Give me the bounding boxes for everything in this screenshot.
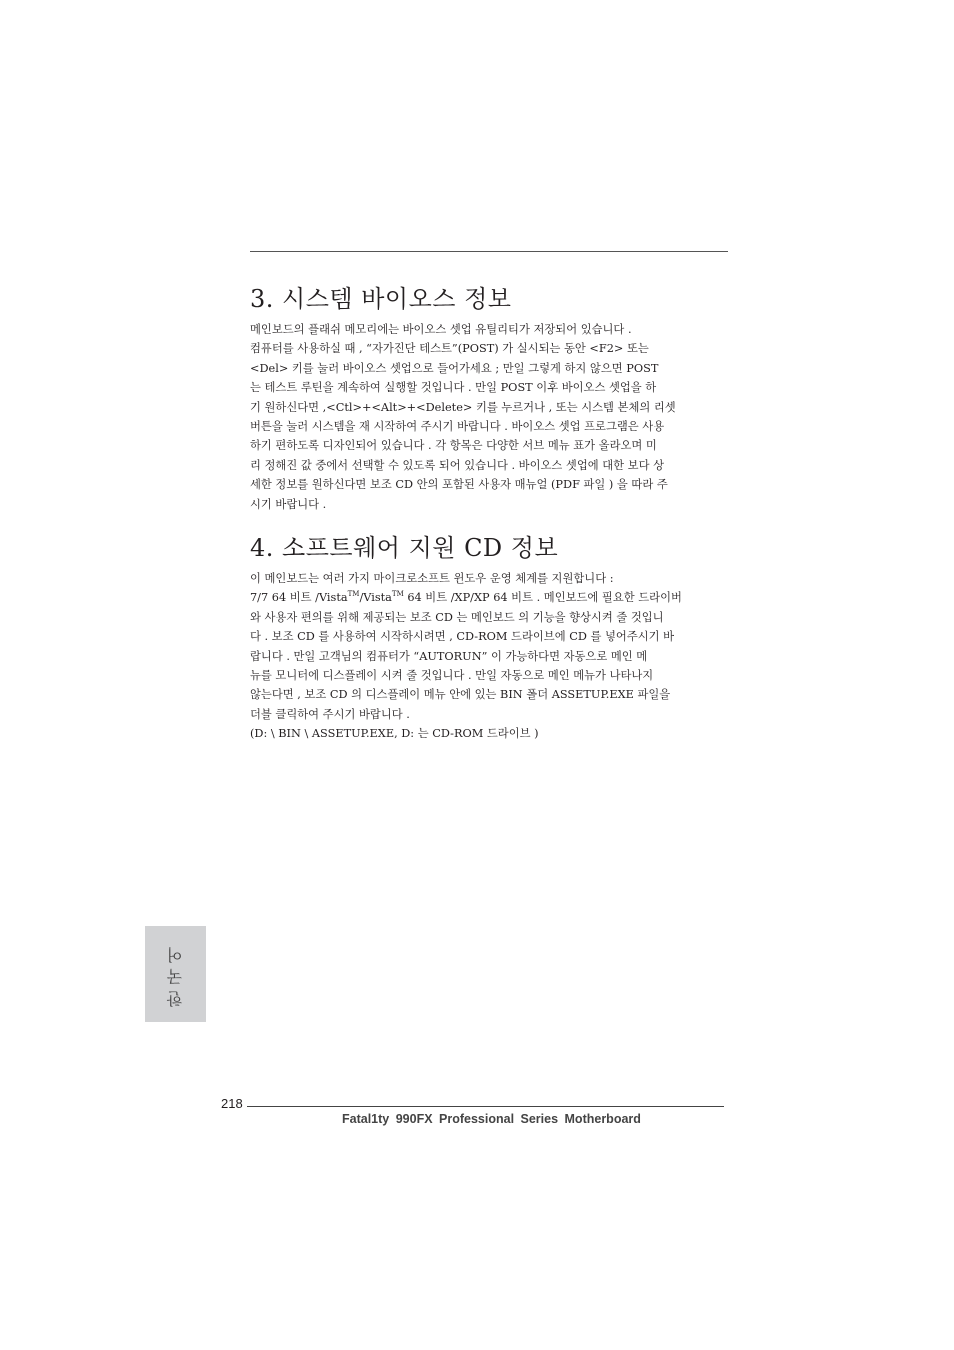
language-label: 한국어 <box>166 941 185 1007</box>
body-line: <Del> 키를 눌러 바이오스 셋업으로 들어가세요 ; 만일 그렇게 하지 않으면 POST <box>250 361 659 375</box>
body-line: 다 . 보조 CD 를 사용하여 시작하시려면 , CD-ROM 드라이브에 CD 를 넣어주시기 바 <box>250 630 675 644</box>
body-line: 는 테스트 루틴을 계속하여 실행할 것입니다 . 만일 POST 이후 바이오스 셋업을 하 <box>250 381 657 395</box>
section-body <box>250 320 728 514</box>
body-line: 랍니다 . 만일 고객님의 컴퓨터가 “AUTORUN” 이 가능하다면 자동으로 메인 메 <box>250 649 648 663</box>
body-line: 이 메인보드는 여러 가지 마이크로소프트 윈도우 운영 체계를 지원합니다 : <box>250 572 614 585</box>
section-body <box>250 569 728 744</box>
body-line: 컴퓨터를 사용하실 때 , “자가진단 테스트”(POST) 가 실시되는 동안 <F2> 또는 <box>250 342 649 356</box>
language-side-tab <box>145 926 206 1022</box>
body-line: 메인보드의 플래쉬 메모리에는 바이오스 셋업 유틸리티가 저장되어 있습니다 . <box>250 323 632 336</box>
body-line: 뉴를 모니터에 디스플레이 시켜 줄 것입니다 . 만일 자동으로 메인 메뉴가 나타나지 <box>250 669 654 683</box>
body-line: 않는다면 , 보조 CD 의 디스플레이 메뉴 안에 있는 BIN 폴더 ASSETUP.EXE 파일을 <box>250 688 671 702</box>
footer-divider <box>247 1106 724 1107</box>
os-text: /Vista <box>359 591 392 605</box>
trademark-mark: TM <box>347 590 360 599</box>
section-bios-info <box>250 284 728 514</box>
body-line: 버튼을 눌러 시스템을 재 시작하여 주시기 바랍니다 . 바이오스 셋업 프로그램은 사용 <box>250 420 665 434</box>
top-divider <box>250 251 728 252</box>
body-line: (D: \ BIN \ ASSETUP.EXE, D: 는 CD-ROM 드라이브 ) <box>250 727 539 741</box>
body-line: 더블 클릭하여 주시기 바랍니다 . <box>250 707 410 721</box>
body-line: 와 사용자 편의를 위해 제공되는 보조 CD 는 메인보드 의 기능을 향상시켜 줄 것입니 <box>250 610 664 624</box>
os-text: 64 비트 /XP/XP 64 비트 . 메인보드에 필요한 드라이버 <box>403 591 682 605</box>
body-line: 시기 바랍니다 . <box>250 497 327 511</box>
section-title: 4. 소프트웨어 지원 CD 정보 <box>250 534 559 562</box>
body-line: 세한 정보를 원하신다면 보조 CD 안의 포함된 사용자 매뉴얼 (PDF 파일 ) 을 따라 주 <box>250 478 668 492</box>
body-line: 기 원하신다면 ,<Ctl>+<Alt>+<Delete> 키를 누르거나 , 또는 시스템 본체의 리셋 <box>250 400 676 414</box>
body-line: 하기 편하도록 디자인되어 있습니다 . 각 항목은 다양한 서브 메뉴 표가 올라오며 미 <box>250 439 657 453</box>
footer-title: Fatal1ty 990FX Professional Series Motherboard <box>342 1112 641 1126</box>
os-text: 7/7 64 비트 /Vista <box>250 591 348 605</box>
body-line-os-list <box>250 588 728 607</box>
section-support-cd-info <box>250 533 728 744</box>
trademark-mark: TM <box>391 590 404 599</box>
body-line: 리 정해진 값 중에서 선택할 수 있도록 되어 있습니다 . 바이오스 셋업에 대한 보다 상 <box>250 458 664 472</box>
page-number: 218 <box>221 1096 243 1111</box>
section-title: 3. 시스템 바이오스 정보 <box>250 285 512 313</box>
